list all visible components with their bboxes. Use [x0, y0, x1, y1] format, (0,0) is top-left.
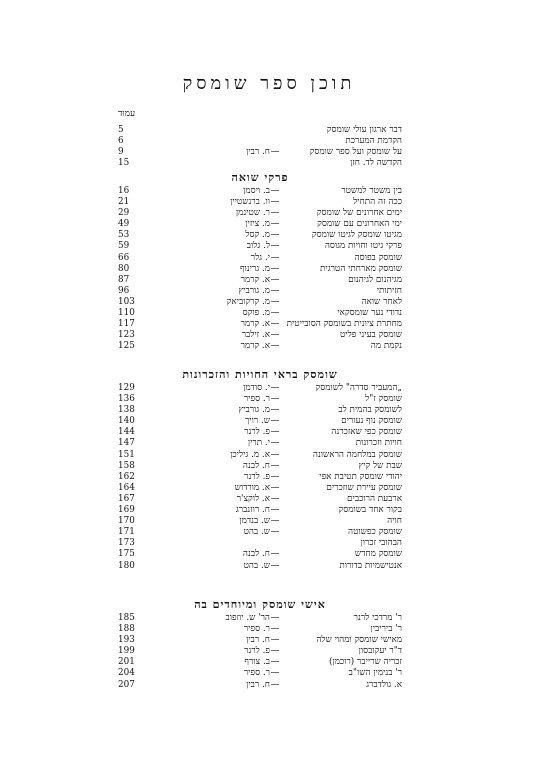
toc-entry[interactable] [118, 383, 402, 394]
dash-separator: — [270, 285, 280, 296]
page-column-header: עמוד [118, 109, 136, 119]
toc-title: ר' בנימין השו"ב [348, 668, 402, 679]
toc-page-number: 167 [118, 493, 135, 504]
dash-separator: — [270, 493, 280, 504]
toc-title: מגיהנום לגיהנום [348, 274, 402, 285]
toc-title: דבר ארגון עולי שומסק [326, 125, 402, 135]
dash-separator: — [270, 527, 280, 538]
toc-page-number: 151 [118, 449, 135, 460]
toc-entry[interactable] [118, 341, 402, 352]
toc-entry[interactable] [118, 472, 402, 483]
toc-entry[interactable] [118, 461, 402, 472]
toc-author: מ. גרינוף [239, 263, 270, 274]
dash-separator: — [270, 330, 280, 341]
toc-page-number: 59 [118, 241, 130, 252]
toc-page-number: 103 [118, 296, 135, 307]
toc-author: ח. רוזנברג [235, 505, 270, 516]
dash-separator: — [270, 197, 280, 208]
toc-section-shoah [118, 170, 402, 352]
toc-title: א. גולדברג [366, 679, 402, 690]
toc-title: חזיתותי [376, 285, 402, 296]
toc-author: וו. ברנשטיין [230, 197, 270, 208]
section-heading: אישי שומסק ומיוחדים בה [194, 598, 326, 611]
toc-page-number: 188 [118, 624, 135, 635]
toc-title: חויות וזכרונות [355, 438, 402, 449]
toc-author: ר. ספיר [243, 394, 270, 405]
toc-page-number: 144 [118, 427, 135, 438]
dash-separator: — [270, 505, 280, 516]
toc-page-number: 171 [118, 527, 135, 538]
toc-entry[interactable] [118, 494, 402, 505]
toc-title: מאישי שומסק ומהוי שלה [316, 635, 402, 646]
dash-separator: — [270, 241, 280, 252]
toc-title: שומסק נוף נעורים [341, 416, 402, 427]
toc-page-number: 110 [118, 308, 135, 319]
dash-separator: — [270, 394, 280, 405]
dash-separator: — [270, 296, 280, 307]
toc-entry[interactable] [118, 308, 402, 319]
dash-separator: — [270, 252, 280, 263]
toc-title: שומסק ז"ל [365, 394, 402, 405]
dash-separator: — [270, 679, 280, 690]
dash-separator: — [270, 646, 280, 657]
toc-title: חויה [387, 516, 402, 527]
toc-entry[interactable] [118, 241, 402, 252]
toc-entry[interactable] [118, 538, 402, 549]
toc-author: ל. גלוב [246, 241, 270, 252]
toc-title: שומסק כפשוטה [348, 527, 402, 538]
toc-page-number: 180 [118, 560, 135, 571]
toc-entry[interactable] [118, 505, 402, 516]
toc-page-number: 162 [118, 471, 135, 482]
toc-title: בקור אחד בשומסק [338, 505, 402, 516]
toc-section-personalities [118, 597, 402, 691]
toc-page-number: 117 [118, 319, 135, 330]
dash-separator: — [270, 549, 280, 560]
dash-separator: — [270, 186, 280, 196]
dash-separator: — [270, 341, 280, 352]
toc-author: ח. לבנה [242, 549, 270, 560]
toc-page-number: 204 [118, 668, 135, 679]
toc-entry[interactable] [118, 264, 402, 275]
toc-entry[interactable] [118, 330, 402, 341]
dash-separator: — [270, 319, 280, 330]
dash-separator: — [270, 274, 280, 285]
toc-title: מגיטו שומסק לגיטו שומסק [311, 230, 402, 241]
toc-author: י. תרין [247, 438, 270, 449]
toc-title: שומסק כפי שאזכרנה [331, 427, 402, 438]
toc-title: נקמת מה [370, 341, 402, 352]
toc-entry[interactable] [118, 275, 402, 286]
toc-title: הבהובי זכרון [360, 538, 402, 549]
toc-entry[interactable] [118, 405, 402, 416]
toc-title: מחתרת ציונית בשומסק הסובייטית [286, 319, 402, 330]
toc-page-number: 80 [118, 263, 130, 274]
dash-separator: — [270, 405, 280, 416]
toc-page-number: 138 [118, 405, 135, 416]
toc-title: יהודי שומסק תטיבת אפי [319, 471, 402, 482]
toc-title: שומסק בפוסה [354, 252, 402, 263]
toc-entry[interactable] [118, 147, 402, 158]
dash-separator: — [270, 516, 280, 527]
toc-page-number: 169 [118, 505, 135, 516]
toc-entry[interactable] [118, 208, 402, 219]
toc-title: ארבעת הרוכבים [347, 493, 402, 504]
toc-page-number: 96 [118, 285, 130, 296]
toc-author: מ. פוקס [242, 308, 270, 319]
toc-page-number: 199 [118, 646, 135, 657]
toc-entry[interactable] [118, 561, 402, 572]
toc-page-number: 66 [118, 252, 130, 263]
toc-title: לאחר שואה [361, 296, 402, 307]
dash-separator: — [270, 219, 280, 230]
toc-title: על שומסק ועל ספר שומסק [309, 147, 402, 158]
toc-author: פ. לרנר [244, 471, 270, 482]
dash-separator: — [270, 624, 280, 635]
dash-separator: — [270, 147, 280, 158]
toc-author: מ. גורביץ [238, 405, 270, 416]
toc-entry[interactable] [118, 646, 402, 657]
dash-separator: — [270, 560, 280, 571]
toc-page-number: 140 [118, 416, 135, 427]
toc-entry[interactable] [118, 230, 402, 241]
toc-author: מ. ציזין [245, 219, 270, 230]
toc-title: שומסק בעיני פליט [339, 330, 402, 341]
dash-separator: — [270, 460, 280, 471]
toc-page-number: 5 [118, 125, 124, 135]
dash-separator: — [270, 383, 280, 393]
dash-separator: — [270, 230, 280, 241]
toc-title: לשומסק בהמית לב [338, 405, 402, 416]
toc-page-number: 185 [118, 613, 135, 623]
toc-page-number: 29 [118, 208, 130, 219]
dash-separator: — [270, 482, 280, 493]
toc-author: ש. בהט [243, 527, 270, 538]
toc-entry[interactable] [118, 427, 402, 438]
toc-entry[interactable] [118, 450, 402, 461]
toc-entry[interactable] [118, 624, 402, 635]
toc-author: א. קרמר [240, 341, 270, 352]
toc-author: מ. קרקוביאק [226, 296, 270, 307]
toc-author: ר. ספיר [243, 668, 270, 679]
toc-title: שומסק מארחתי הטרגית [320, 263, 402, 274]
toc-author: י. סודמן [243, 383, 270, 393]
toc-page-number: 158 [118, 460, 135, 471]
toc-author: ח. רבין [246, 635, 270, 646]
toc-entry[interactable] [118, 549, 402, 560]
toc-title: זכריה שרייבר (רוכמן) [329, 657, 402, 668]
toc-entry[interactable] [118, 197, 402, 208]
dash-separator: — [270, 635, 280, 646]
toc-title: הקדשה לד. חזן [350, 158, 402, 169]
toc-author: פ. לרנר [244, 646, 270, 657]
toc-author: ב. ויסמן [243, 186, 270, 196]
toc-author: ח. רבין [246, 147, 270, 158]
toc-author: הר' ש. יוזפוב [225, 613, 270, 623]
toc-entry[interactable] [118, 416, 402, 427]
section-heading: פרקי שואה [231, 171, 289, 184]
toc-page-number: 129 [118, 383, 135, 393]
toc-entry[interactable] [118, 657, 402, 668]
dash-separator: — [270, 471, 280, 482]
toc-author: י. גלר [250, 252, 270, 263]
toc-author: מ. גורביץ [238, 285, 270, 296]
toc-page-number: 87 [118, 274, 130, 285]
toc-title: בין משטר למשטר [341, 186, 402, 196]
page-title: תוכן ספר שומסק [182, 73, 356, 94]
dash-separator: — [270, 668, 280, 679]
toc-entry[interactable] [118, 635, 402, 646]
toc-page-number: 53 [118, 230, 130, 241]
toc-title: ד"ר יעקובסון [358, 646, 402, 657]
toc-title: ימי האחרונים עם שומסק [317, 219, 402, 230]
toc-author: ח. לבנה [242, 460, 270, 471]
toc-entry[interactable] [118, 680, 402, 691]
toc-entry[interactable] [118, 297, 402, 308]
dash-separator: — [270, 438, 280, 449]
dash-separator: — [270, 427, 280, 438]
toc-author: א. מורדוש [234, 482, 270, 493]
toc-author: ש. בנדמן [239, 516, 270, 527]
toc-author: ר. ספיר [243, 624, 270, 635]
toc-title: פרקי גיטו וחויות מגוסה [324, 241, 402, 252]
toc-author: מ. קסל [245, 230, 270, 241]
toc-page-number: 201 [118, 657, 135, 668]
section-heading: שומסק בראי החויות והזכרונות [182, 368, 338, 381]
toc-author: א. קרמר [240, 274, 270, 285]
toc-author: ב. צורף [244, 657, 270, 668]
toc-author: ח. רבין [246, 679, 270, 690]
toc-entry[interactable] [118, 527, 402, 538]
dash-separator: — [270, 208, 280, 219]
toc-entry[interactable] [118, 158, 402, 169]
toc-page-number: 164 [118, 482, 135, 493]
toc-title: ר' מרדכי לרנר [353, 613, 402, 623]
toc-page-number: 21 [118, 197, 130, 208]
toc-author: פ. לרנר [244, 427, 270, 438]
toc-title: ככה זה התחיל [353, 197, 402, 208]
toc-title: שומסק עיירת שוזכרים [326, 482, 402, 493]
toc-title: הקדמת המערכת [345, 136, 402, 147]
toc-entry[interactable] [118, 186, 402, 197]
toc-author: א. קרמר [240, 319, 270, 330]
toc-entry[interactable] [118, 394, 402, 405]
toc-entry[interactable] [118, 286, 402, 297]
dash-separator: — [270, 416, 280, 427]
toc-entry[interactable] [118, 668, 402, 679]
toc-author: ש. בהט [243, 560, 270, 571]
toc-page-number: 175 [118, 549, 135, 560]
toc-page-number: 16 [118, 186, 130, 196]
toc-page-number: 136 [118, 394, 135, 405]
toc-page-number: 147 [118, 438, 135, 449]
toc-page-number: 125 [118, 341, 135, 352]
dash-separator: — [270, 263, 280, 274]
toc-page-number: 123 [118, 330, 135, 341]
toc-page-number: 49 [118, 219, 130, 230]
toc-title: שומסק מחדש [354, 549, 402, 560]
dash-separator: — [270, 308, 280, 319]
toc-title: ר' ביריבין [370, 624, 402, 635]
toc-entry[interactable] [118, 613, 402, 624]
toc-section-intro [118, 125, 402, 169]
toc-title: אנטישמיות בדורות [339, 560, 402, 571]
toc-page-number: 9 [118, 147, 124, 158]
toc-page-number: 173 [118, 538, 135, 549]
toc-entry[interactable] [118, 136, 402, 147]
toc-entry[interactable] [118, 219, 402, 230]
toc-entry[interactable] [118, 125, 402, 136]
toc-entry[interactable] [118, 516, 402, 527]
toc-entry[interactable] [118, 319, 402, 330]
toc-author: א. מ. גיליכן [230, 449, 270, 460]
dash-separator: — [270, 449, 280, 460]
dash-separator: — [270, 657, 280, 668]
toc-title: שבת של קיץ [358, 460, 402, 471]
toc-entry[interactable] [118, 483, 402, 494]
toc-title: נדודי נער שומסקאי [337, 308, 402, 319]
toc-page-number: 193 [118, 635, 135, 646]
toc-author: ר. שטינמן [235, 208, 270, 219]
toc-author: ש. רויך [244, 416, 270, 427]
toc-section-memories [118, 367, 402, 572]
toc-page-number: 15 [118, 158, 130, 169]
toc-author: א. זילבר [241, 330, 270, 341]
toc-page-number: 170 [118, 516, 135, 527]
toc-title: שומסק במלחמה הראשונה [312, 449, 402, 460]
toc-author: א. לוקצ'ר [236, 493, 270, 504]
toc-title: „המעביר סדרה" לשומסק [315, 383, 402, 393]
toc-page-number: 207 [118, 679, 135, 690]
toc-title: ימים אחרונים של שומסק [316, 208, 402, 219]
dash-separator: — [270, 613, 280, 623]
toc-page-number: 6 [118, 136, 124, 147]
toc-entry[interactable] [118, 253, 402, 264]
toc-entry[interactable] [118, 438, 402, 449]
